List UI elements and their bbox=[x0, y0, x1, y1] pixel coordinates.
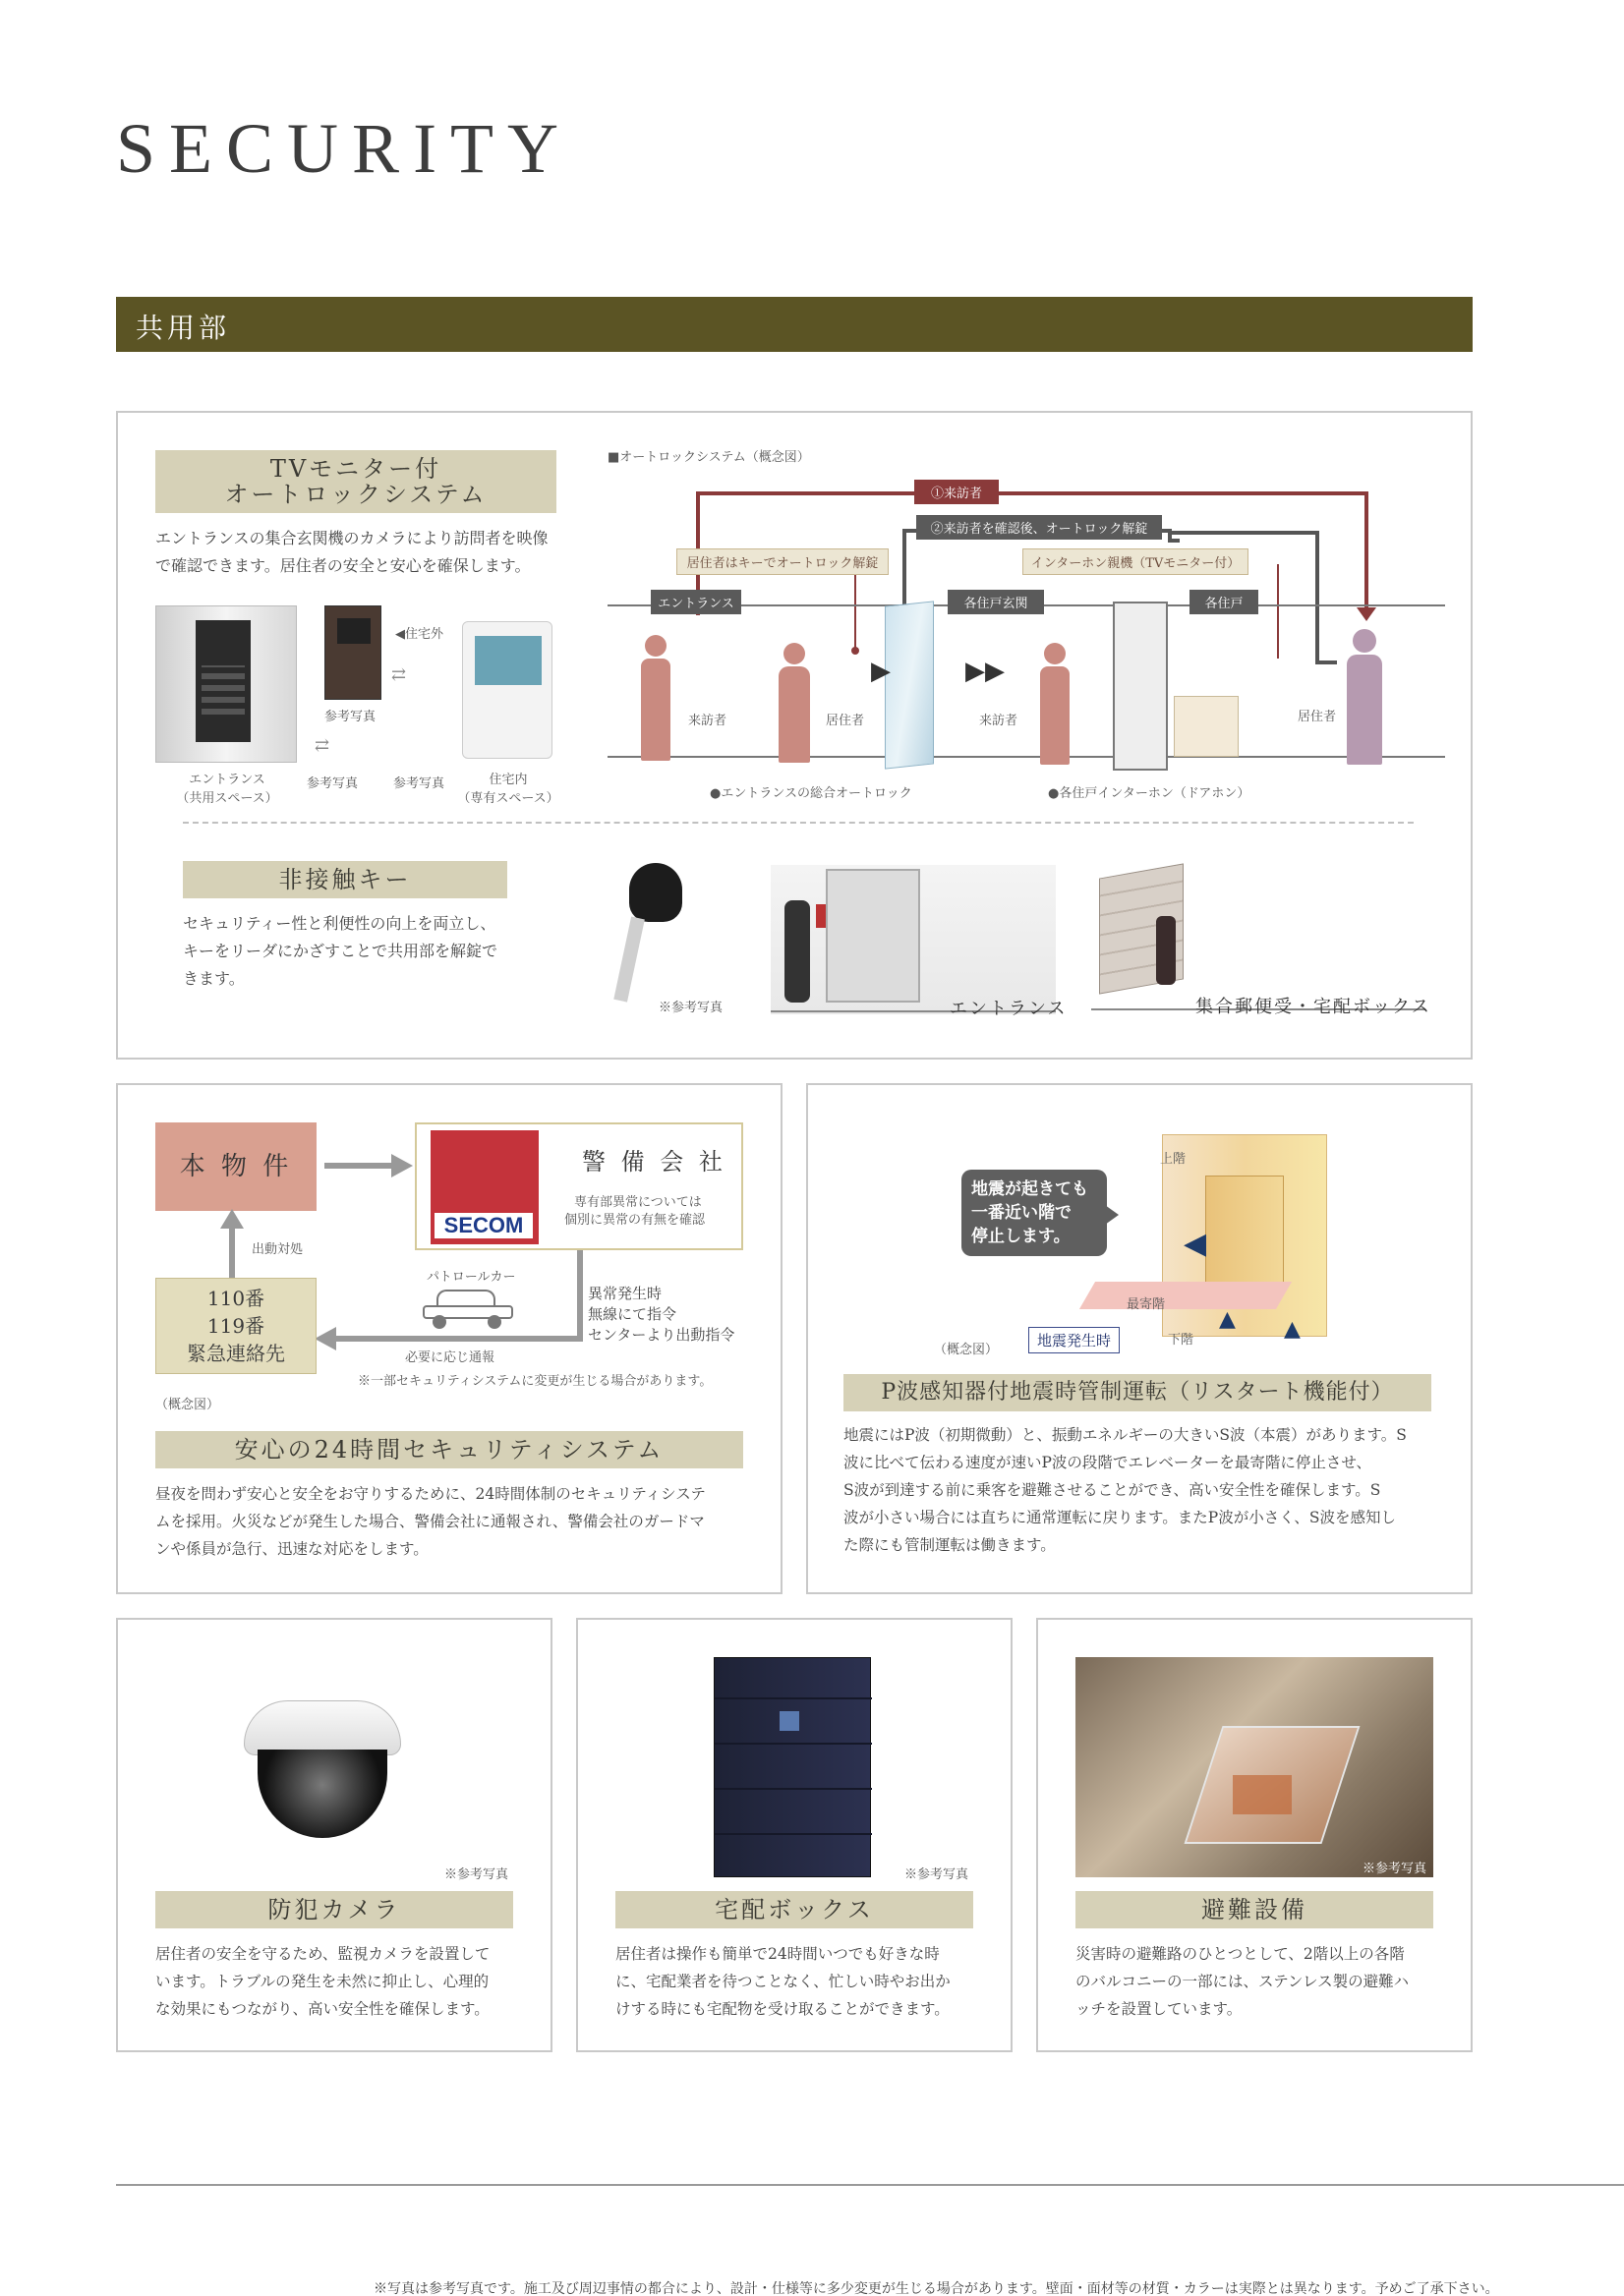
tv-monitor-heading-2: オートロックシステム bbox=[224, 481, 488, 508]
emergency-contacts-box bbox=[155, 1278, 317, 1374]
entrance-caption: エントランス bbox=[950, 999, 1068, 1019]
camera-desc-line1: 居住者の安全を守るため、監視カメラを設置して bbox=[155, 1945, 491, 1963]
bubble-line2: 一番近い階で bbox=[971, 1203, 1072, 1222]
security-system-heading: 安心の24時間セキュリティシステム bbox=[155, 1431, 743, 1468]
mailbox-caption: 集合郵便受・宅配ボックス bbox=[1195, 997, 1431, 1017]
evacuation-heading: 避難設備 bbox=[1075, 1891, 1433, 1928]
security-desc-line2: ムを採用。火災などが発生した場合、警備会社に通報され、警備会社のガードマ bbox=[155, 1513, 705, 1530]
ref-photo-label-1: 参考写真 bbox=[324, 710, 377, 724]
bubble-tail bbox=[1105, 1205, 1119, 1225]
company-note-1: 専有部異常については bbox=[574, 1195, 702, 1210]
contacts-emergency: 緊急連絡先 bbox=[187, 1342, 285, 1365]
resident-figure-1 bbox=[779, 643, 810, 765]
company-note-2: 個別に異常の有無を確認 bbox=[564, 1213, 706, 1228]
elevator-desc-line5: た際にも管制運転は働きます。 bbox=[843, 1536, 1056, 1554]
house-outside-label: ◀住宅外 bbox=[395, 627, 443, 642]
unit-door bbox=[1113, 602, 1168, 771]
footer-divider bbox=[116, 2184, 1624, 2186]
key-desc-line1: セキュリティー性と利便性の向上を両立し、 bbox=[183, 914, 496, 933]
evacuation-description bbox=[1075, 1940, 1449, 2023]
emergency-line1: 異常発生時 bbox=[588, 1285, 663, 1302]
key-desc-line2: キーをリーダにかざすことで共用部を解錠で bbox=[183, 942, 498, 960]
camera-heading: 防犯カメラ bbox=[155, 1891, 513, 1928]
zone-entrance: エントランス bbox=[651, 590, 741, 614]
delivery-ref: ※参考写真 bbox=[904, 1867, 969, 1882]
entrance-label bbox=[173, 769, 281, 806]
arrow-exchange-2: ⇄ bbox=[315, 735, 330, 756]
security-company-box bbox=[415, 1122, 743, 1250]
delivery-desc-line2: に、宅配業者を待つことなく、忙しい時やお出か bbox=[615, 1973, 951, 1990]
emergency-note bbox=[588, 1284, 734, 1346]
note-entrance-autolock: ●エントランスの総合オートロック bbox=[710, 786, 912, 801]
stop-arrow-icon: ◀ bbox=[1184, 1227, 1207, 1261]
property-box: 本 物 件 bbox=[155, 1122, 317, 1211]
mailbox-photo bbox=[1091, 861, 1425, 1014]
ref-photo-label-2: 参考写真 bbox=[307, 776, 359, 791]
visitor-path-tag: ①来訪者 bbox=[914, 480, 999, 504]
autolock-caption: ■オートロックシステム（概念図） bbox=[608, 450, 810, 465]
up-arrow-icon-1: ▲ bbox=[1219, 1307, 1236, 1332]
bubble-line3: 停止します。 bbox=[971, 1227, 1071, 1245]
entrance-label-sub: （共用スペース） bbox=[176, 791, 278, 806]
camera-description bbox=[155, 1940, 529, 2023]
elevator-description bbox=[843, 1421, 1439, 1559]
arrow-exchange-1: ⇄ bbox=[391, 664, 407, 685]
patrol-label: パトロールカー bbox=[427, 1270, 516, 1285]
delivery-desc-line1: 居住者は操作も簡単で24時間いつでも好きな時 bbox=[615, 1945, 940, 1963]
footer-note: ※写真は参考写真です。施工及び周辺事情の都合により、設計・仕様等に多少変更が生じる場合があります。壁面・面材等の材質・カラーは実際とは異なります。予めご了承下さい。 bbox=[374, 2281, 1499, 2296]
upper-floor-label: 上階 bbox=[1160, 1152, 1187, 1167]
house-inside-sub: （専有スペース） bbox=[457, 791, 559, 806]
security-concept: （概念図） bbox=[155, 1398, 220, 1412]
tv-monitor-heading-1: TVモニター付 bbox=[269, 455, 442, 483]
lower-floor-label: 下階 bbox=[1168, 1333, 1194, 1348]
dispatch-label: 出動対処 bbox=[252, 1242, 304, 1257]
tv-monitor-description bbox=[155, 525, 568, 580]
up-arrow-icon-2: ▲ bbox=[1284, 1317, 1301, 1342]
quake-label: 地震発生時 bbox=[1028, 1327, 1120, 1353]
dome-camera-photo bbox=[244, 1700, 401, 1848]
elevator-desc-line4: 波が小さい場合には直ちに通常運転に戻ります。またP波が小さく、S波を感知し bbox=[843, 1509, 1397, 1526]
security-desc-line3: ンや係員が急行、迅速な対応をします。 bbox=[155, 1540, 429, 1558]
elevator-concept: （概念図） bbox=[934, 1343, 999, 1357]
patrol-car-icon bbox=[423, 1290, 513, 1325]
entrance-key-photo bbox=[771, 865, 1056, 1014]
security-disclaimer: ※一部セキュリティシステムに変更が生じる場合があります。 bbox=[358, 1374, 713, 1389]
house-inside-text: 住宅内 bbox=[489, 773, 528, 787]
visitor-label-1: 来訪者 bbox=[688, 714, 727, 728]
confirm-path-tag: ②来訪者を確認後、オートロック解錠 bbox=[916, 515, 1162, 540]
elevator-desc-line2: 波に比べて伝わる速度が速いP波の段階でエレベーターを最寄階に停止させ、 bbox=[843, 1454, 1371, 1471]
page-title: SECURITY bbox=[116, 109, 573, 188]
visitor-label-2: 来訪者 bbox=[979, 714, 1018, 728]
evacuation-desc-line1: 災害時の避難路のひとつとして、2階以上の各階 bbox=[1075, 1945, 1405, 1963]
report-label: 必要に応じ通報 bbox=[405, 1350, 495, 1365]
entrance-panel-photo bbox=[155, 605, 297, 763]
unit-counter bbox=[1174, 696, 1239, 757]
secom-logo bbox=[431, 1130, 539, 1244]
resident-label-2: 居住者 bbox=[1298, 710, 1337, 724]
bubble-line1: 地震が起きても bbox=[971, 1179, 1088, 1198]
evacuation-desc-line3: ッチを設置しています。 bbox=[1075, 2000, 1243, 2018]
elevator-heading: P波感知器付地震時管制運転（リスタート機能付） bbox=[843, 1374, 1431, 1411]
emergency-line3: センターより出動指令 bbox=[588, 1326, 735, 1344]
security-company-name: 警 備 会 社 bbox=[582, 1148, 726, 1176]
monitor-photo bbox=[462, 621, 552, 759]
key-desc-line3: きます。 bbox=[183, 969, 245, 988]
nearest-floor-label: 最寄階 bbox=[1127, 1297, 1166, 1312]
camera-desc-line3: な効果にもつながり、高い安全性を確保します。 bbox=[155, 2000, 490, 2018]
visitor-figure-1 bbox=[641, 635, 670, 761]
emergency-line2: 無線にて指令 bbox=[588, 1305, 677, 1323]
door-station-photo bbox=[324, 605, 381, 700]
contacts-110: 110番 bbox=[206, 1287, 265, 1310]
zone-door: 各住戸玄関 bbox=[948, 590, 1044, 614]
ref-photo-label-3: 参考写真 bbox=[393, 776, 445, 791]
delivery-box-photo bbox=[714, 1657, 871, 1877]
tv-monitor-heading bbox=[155, 450, 556, 513]
key-fob-photo bbox=[611, 863, 690, 1010]
tv-desc-line2: で確認できます。居住者の安全と安心を確保します。 bbox=[155, 556, 531, 575]
delivery-desc-line3: けする時にも宅配物を受け取ることができます。 bbox=[615, 2000, 950, 2018]
note-door-intercom: ●各住戸インターホン（ドアホン） bbox=[1048, 786, 1250, 801]
intercom-tag: インターホン親機（TVモニター付） bbox=[1022, 548, 1248, 575]
elevator-desc-line1: 地震にはP波（初期微動）と、振動エネルギーの大きいS波（本震）があります。S bbox=[843, 1426, 1407, 1444]
quake-bubble bbox=[961, 1170, 1107, 1256]
arrow-play-1: ▶ bbox=[871, 657, 891, 686]
resident-label-1: 居住者 bbox=[826, 714, 865, 728]
key-ref-photo: ※参考写真 bbox=[659, 1001, 724, 1015]
camera-desc-line2: います。トラブルの発生を未然に抑止し、心理的 bbox=[155, 1973, 490, 1990]
camera-ref: ※参考写真 bbox=[444, 1867, 509, 1882]
security-system-description bbox=[155, 1480, 751, 1563]
autolock-glass-door bbox=[885, 601, 934, 769]
section-header: 共用部 bbox=[116, 297, 1473, 352]
contactless-key-description bbox=[183, 910, 537, 993]
arrow-play-2: ▶▶ bbox=[965, 657, 1005, 686]
entrance-label-text: エントランス bbox=[189, 773, 265, 787]
elevator-car bbox=[1205, 1176, 1284, 1292]
contactless-key-heading: 非接触キー bbox=[183, 861, 507, 898]
evacuation-desc-line2: のバルコニーの一部には、ステンレス製の避難ハ bbox=[1075, 1973, 1410, 1990]
zone-unit: 各住戸 bbox=[1189, 590, 1258, 614]
evacuation-ref: ※参考写真 bbox=[1363, 1862, 1427, 1876]
security-desc-line1: 昼夜を問わず安心と安全をお守りするために、24時間体制のセキュリティシステ bbox=[155, 1485, 706, 1503]
visitor-figure-2 bbox=[1040, 643, 1070, 767]
secom-logo-text: SECOM bbox=[435, 1213, 533, 1238]
contacts-119: 119番 bbox=[206, 1314, 265, 1338]
dashed-divider bbox=[183, 822, 1414, 824]
resident-figure-2 bbox=[1347, 629, 1382, 767]
tv-desc-line1: エントランスの集合玄関機のカメラにより訪問者を映像 bbox=[155, 529, 549, 547]
delivery-description bbox=[615, 1940, 989, 2023]
delivery-heading: 宅配ボックス bbox=[615, 1891, 973, 1928]
elevator-desc-line3: S波が到達する前に乗客を避難させることができ、高い安全性を確保します。S bbox=[843, 1481, 1381, 1499]
evacuation-hatch-photo bbox=[1075, 1657, 1433, 1877]
nearest-floor-plate bbox=[1079, 1282, 1292, 1309]
house-inside-label bbox=[454, 769, 562, 806]
resident-unlock-tag: 居住者はキーでオートロック解錠 bbox=[676, 548, 889, 575]
